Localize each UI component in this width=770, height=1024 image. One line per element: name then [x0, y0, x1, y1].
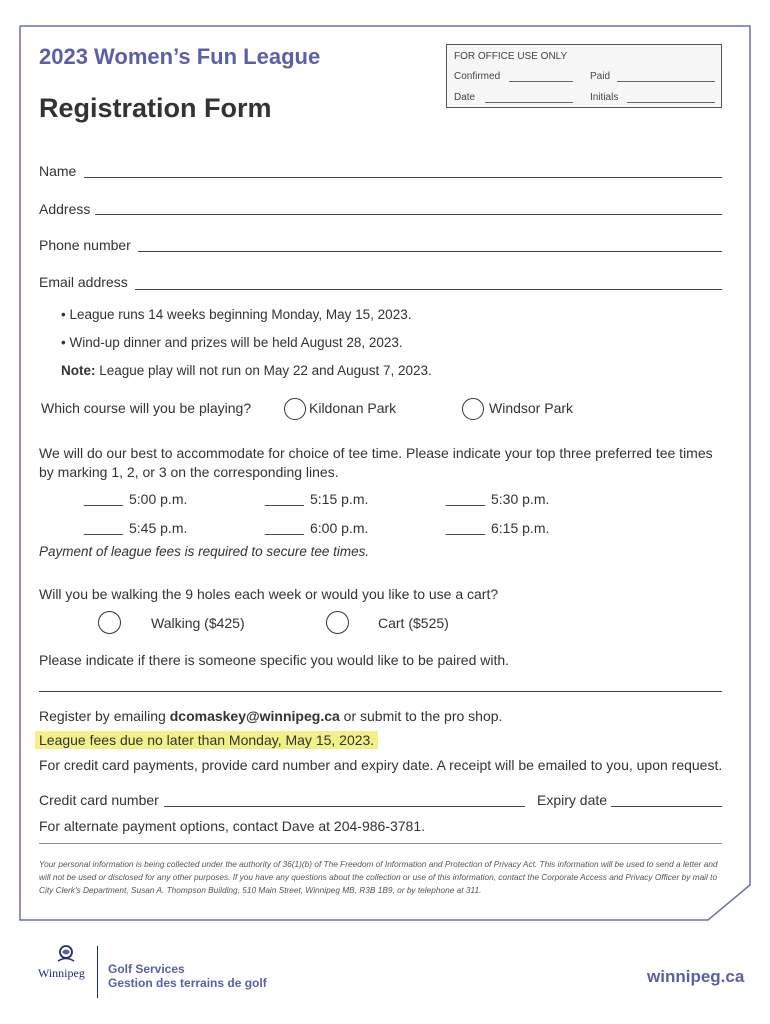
office-confirmed-label: Confirmed: [454, 71, 501, 82]
tee-time-blank-515[interactable]: _____: [265, 490, 304, 506]
website-link[interactable]: winnipeg.ca: [647, 967, 745, 986]
pairing-field[interactable]: [39, 691, 722, 692]
kildonan-park-radio[interactable]: [284, 398, 306, 420]
expiry-label: Expiry date: [537, 792, 608, 808]
office-date-label: Date: [454, 92, 476, 103]
credit-card-label: Credit card number: [39, 792, 159, 808]
walking-label: Walking ($425): [151, 615, 245, 631]
office-use-box: [446, 44, 722, 108]
pairing-question: Please indicate if there is someone specific you would like to be paired with.: [39, 652, 510, 668]
office-use-heading: FOR OFFICE USE ONLY: [454, 51, 568, 62]
phone-label: Phone number: [39, 237, 131, 253]
winnipeg-wordmark: Winnipeg: [38, 966, 85, 980]
divider: [39, 843, 722, 844]
course-question: Which course will you be playing?: [41, 400, 252, 416]
phone-field[interactable]: [138, 251, 722, 252]
email-label: Email address: [39, 274, 128, 290]
privacy-notice: Your personal information is being collected under the authority of 36(1)(b) of The Freedom of Information and Protection of Privacy Act. This information will be used to send a letter and will not be used or disclosed for any other purposes. If you have any questions about the collection or use of this information, contact the Corporate Access and Privacy Officer by mail to City Clerk's Department, Susan A. Thompson Building, 510 Main Street, Winnipeg MB, R3B 1B9, or by telephone at 311.: [39, 859, 718, 895]
windsor-park-radio[interactable]: [462, 398, 484, 420]
register-suffix: or submit to the pro shop.: [339, 708, 503, 724]
credit-card-note: For credit card payments, provide card number and expiry date. A receipt will be emailed to you, upon request.: [39, 757, 723, 773]
fee-deadline: [35, 732, 378, 748]
office-confirmed-field[interactable]: [509, 81, 573, 82]
tee-time-blank-545[interactable]: _____: [84, 519, 123, 535]
cart-question: Will you be walking the 9 holes each week or would you like to use a cart?: [39, 586, 499, 602]
tee-time-blank-615[interactable]: _____: [446, 519, 485, 535]
tee-time-label: 6:15 p.m.: [491, 520, 550, 536]
office-paid-label: Paid: [590, 71, 611, 82]
form-title: Registration Form: [39, 93, 272, 123]
dept-name-en: Golf Services: [108, 962, 185, 976]
info-bullet: • Wind-up dinner and prizes will be held August 28, 2023.: [61, 335, 403, 350]
office-initials-label: Initials: [590, 92, 619, 103]
address-label: Address: [39, 201, 91, 217]
cart-label: Cart ($525): [378, 615, 449, 631]
info-note: [61, 363, 432, 378]
tee-time-label: 5:45 p.m.: [129, 520, 188, 536]
address-field[interactable]: [95, 214, 722, 215]
note-label: Note:: [61, 363, 96, 378]
name-field[interactable]: [84, 177, 722, 178]
register-prefix: Register by emailing: [39, 708, 170, 724]
office-paid-field[interactable]: [617, 81, 715, 82]
kildonan-park-label: Kildonan Park: [309, 400, 397, 416]
tee-time-label: 5:30 p.m.: [491, 491, 550, 507]
walking-radio[interactable]: [98, 611, 121, 634]
office-initials-field[interactable]: [627, 102, 715, 103]
league-title: 2023 Women’s Fun League: [39, 44, 321, 69]
tee-time-blank-600[interactable]: _____: [265, 519, 304, 535]
tee-time-label: 5:00 p.m.: [129, 491, 188, 507]
register-instructions: [39, 708, 502, 724]
tee-time-label: 6:00 p.m.: [310, 520, 369, 536]
alternate-payment: For alternate payment options, contact Dave at 204-986-3781.: [39, 818, 426, 834]
note-text: League play will not run on May 22 and August 7, 2023.: [95, 363, 432, 378]
tee-time-payment-note: Payment of league fees is required to secure tee times.: [39, 544, 370, 559]
credit-card-field[interactable]: [164, 806, 525, 807]
name-label: Name: [39, 163, 77, 179]
tee-time-blank-500[interactable]: _____: [84, 490, 123, 506]
windsor-park-label: Windsor Park: [489, 400, 574, 416]
tee-time-label: 5:15 p.m.: [310, 491, 369, 507]
register-email-link[interactable]: dcomaskey@winnipeg.ca: [169, 708, 340, 724]
office-date-field[interactable]: [485, 102, 573, 103]
fee-deadline-text: League fees due no later than Monday, May 15, 2023.: [35, 731, 378, 749]
email-field[interactable]: [135, 289, 722, 290]
logo-divider: [97, 946, 98, 998]
expiry-field[interactable]: [611, 806, 722, 807]
winnipeg-logo-icon: [55, 943, 77, 965]
info-bullet: • League runs 14 weeks beginning Monday, May 15, 2023.: [61, 307, 412, 322]
cart-radio[interactable]: [326, 611, 349, 634]
tee-time-instructions: We will do our best to accommodate for choice of tee time. Please indicate your top three preferred tee times by marking 1, 2, or 3 on the corresponding lines.: [39, 445, 713, 480]
dept-name-fr: Gestion des terrains de golf: [108, 976, 267, 990]
tee-time-blank-530[interactable]: _____: [446, 490, 485, 506]
